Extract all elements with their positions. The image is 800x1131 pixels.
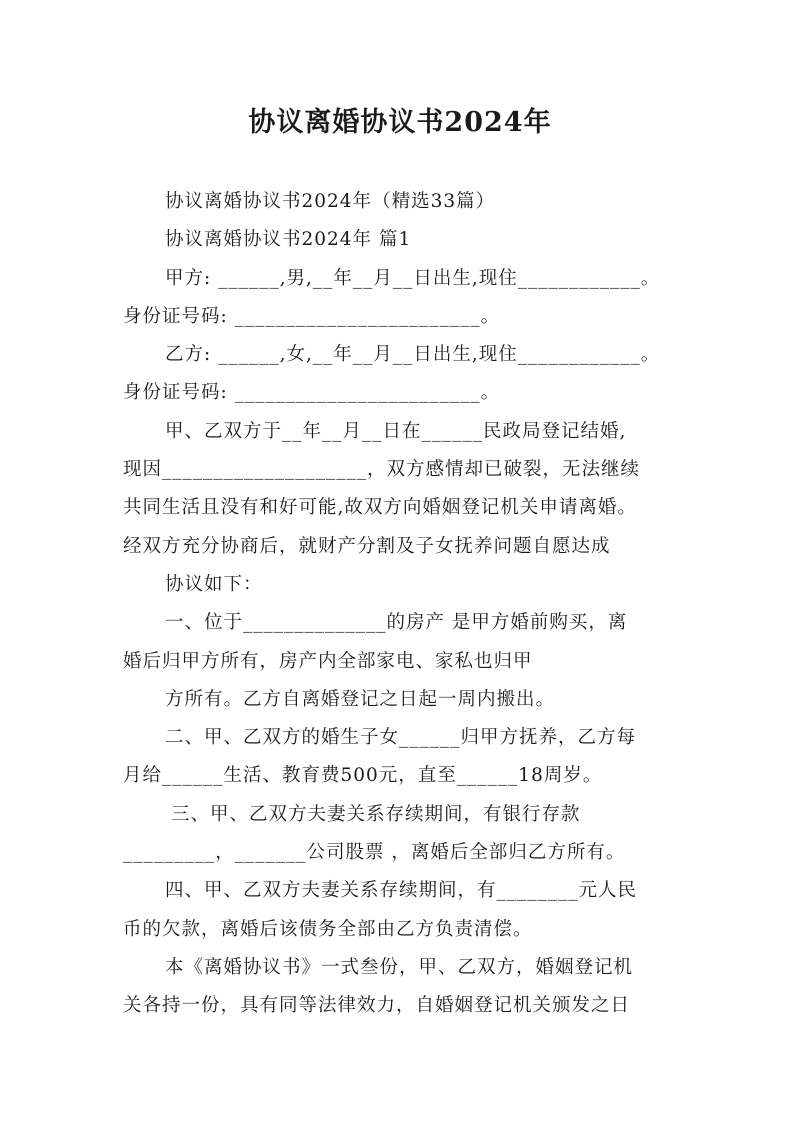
clause-4-line: 四、甲、乙双方夫妻关系存续期间，有________元人民 (165, 880, 638, 902)
document-title: 协议离婚协议书2024年 (248, 107, 552, 138)
clause-1-line: 方所有。乙方自离婚登记之日起一周内搬出。 (165, 688, 556, 710)
clause-2-line: 月给______生活、教育费500元，直至______18周岁。 (123, 765, 603, 787)
document-body (123, 183, 683, 1026)
paragraph-line: 协议如下： (165, 573, 263, 595)
clause-1-line: 一、位于______________的房产 是甲方婚前购买，离 (165, 612, 628, 634)
clause-4-line: 币的欠款，离婚后该债务全部由乙方负责清偿。 (123, 918, 533, 940)
party-b-id-line: 身份证号码: ________________________。 (123, 382, 501, 404)
section-heading: 协议离婚协议书2024年 篇1 (165, 229, 412, 251)
party-a-line: 甲方: ______,男,__年__月__日出生,现住____________。 (165, 267, 661, 289)
paragraph-line: 经双方充分协商后，就财产分割及子女抚养问题自愿达成 (123, 535, 611, 557)
paragraph-line: 共同生活且没有和好可能,故双方向婚姻登记机关申请离婚。 (123, 497, 637, 519)
paragraph-line: 现因____________________，双方感情却已破裂，无法继续 (123, 459, 641, 481)
clause-1-line: 婚后归甲方所有，房产内全部家电、家私也归甲 (123, 650, 533, 672)
clause-3-line: _________，_______公司股票 ，离婚后全部归乙方所有。 (123, 842, 626, 864)
closing-line: 本《离婚协议书》一式叁份，甲、乙双方，婚姻登记机 (165, 956, 634, 978)
party-b-line: 乙方: ______,女,__年__月__日出生,现住____________。 (165, 344, 661, 366)
paragraph-line: 甲、乙双方于__年__月__日在______民政局登记结婚, (165, 420, 627, 442)
closing-line: 关各持一份，具有同等法律效力，自婚姻登记机关颁发之日 (123, 995, 631, 1017)
party-a-id-line: 身份证号码: ________________________。 (123, 305, 501, 327)
clause-2-line: 二、甲、乙双方的婚生子女______归甲方抚养，乙方每 (165, 727, 637, 749)
clause-3-line: 三、甲、乙双方夫妻关系存续期间，有银行存款 (171, 803, 581, 825)
subtitle-line: 协议离婚协议书2024年（精选33篇） (165, 191, 496, 212)
